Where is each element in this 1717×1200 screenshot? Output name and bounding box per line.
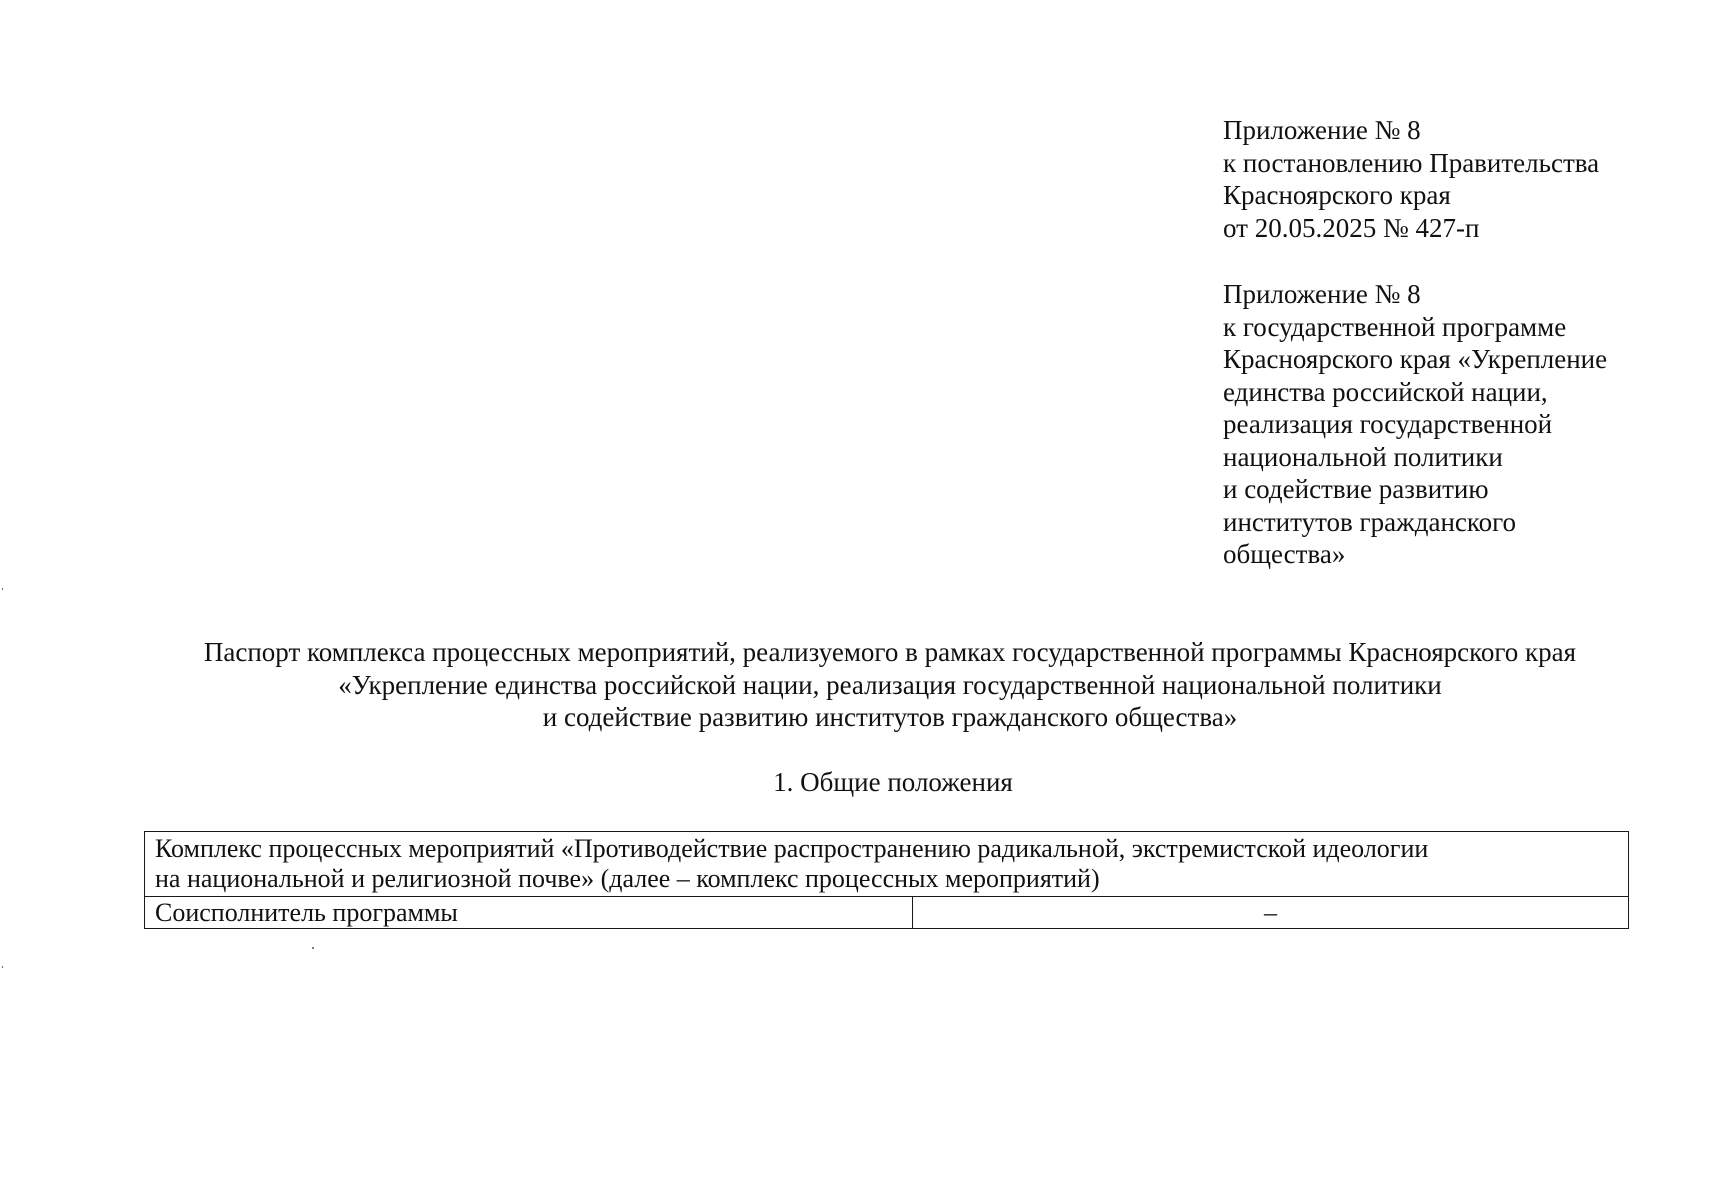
table-row [145,897,1629,929]
passport-title-line: Паспорт комплекса процессных мероприятий, реализуемого в рамках государственной программы Красноярского края [203,637,1577,667]
attachment-program-line: национальной политики [1223,441,1503,472]
complex-name-line: на национальной и религиозной почве» (далее – комплекс процессных мероприятий) [155,864,1100,893]
passport-title [60,636,1717,734]
coexecutor-label-cell: Соисполнитель программы [145,897,913,929]
attachment-program-line: и содействие развитию [1223,474,1489,504]
table-row [145,832,1629,897]
complex-name-line: Комплекс процессных мероприятий «Противодействие распространению радикальной, экстремистской идеологии [155,834,1429,863]
attachment-program-line: Красноярского края «Укрепление [1223,344,1608,374]
general-provisions-table [144,831,1629,929]
attachment-program-block [1223,278,1693,571]
passport-title-line: и содействие развитию институтов гражданского общества» [542,702,1238,732]
attachment-decree-block [1223,114,1693,244]
passport-title-line: «Укрепление единства российской нации, реализация государственной национальной политики [338,669,1442,700]
attachment-program-line: реализация государственной [1223,409,1553,439]
attachment-decree-line: Красноярского края [1223,180,1451,210]
attachment-program-line: к государственной программе [1223,311,1567,342]
attachment-program-line: институтов гражданского [1223,506,1517,537]
attachment-program-line: общества» [1223,539,1346,569]
attachment-program-line: единства российской нации, [1223,376,1548,407]
scan-speck [312,947,314,949]
scan-speck [2,588,3,590]
attachment-decree-line: к постановлению Правительства [1223,147,1600,178]
attachment-decree-line: от 20.05.2025 № 427-п [1223,212,1480,243]
scan-speck [2,966,3,968]
attachment-program-line: Приложение № 8 [1223,279,1421,309]
coexecutor-value-cell: – [913,897,1629,929]
section-heading: 1. Общие положения [773,767,1013,797]
complex-name-cell [145,832,1629,897]
attachment-decree-line: Приложение № 8 [1223,115,1421,145]
